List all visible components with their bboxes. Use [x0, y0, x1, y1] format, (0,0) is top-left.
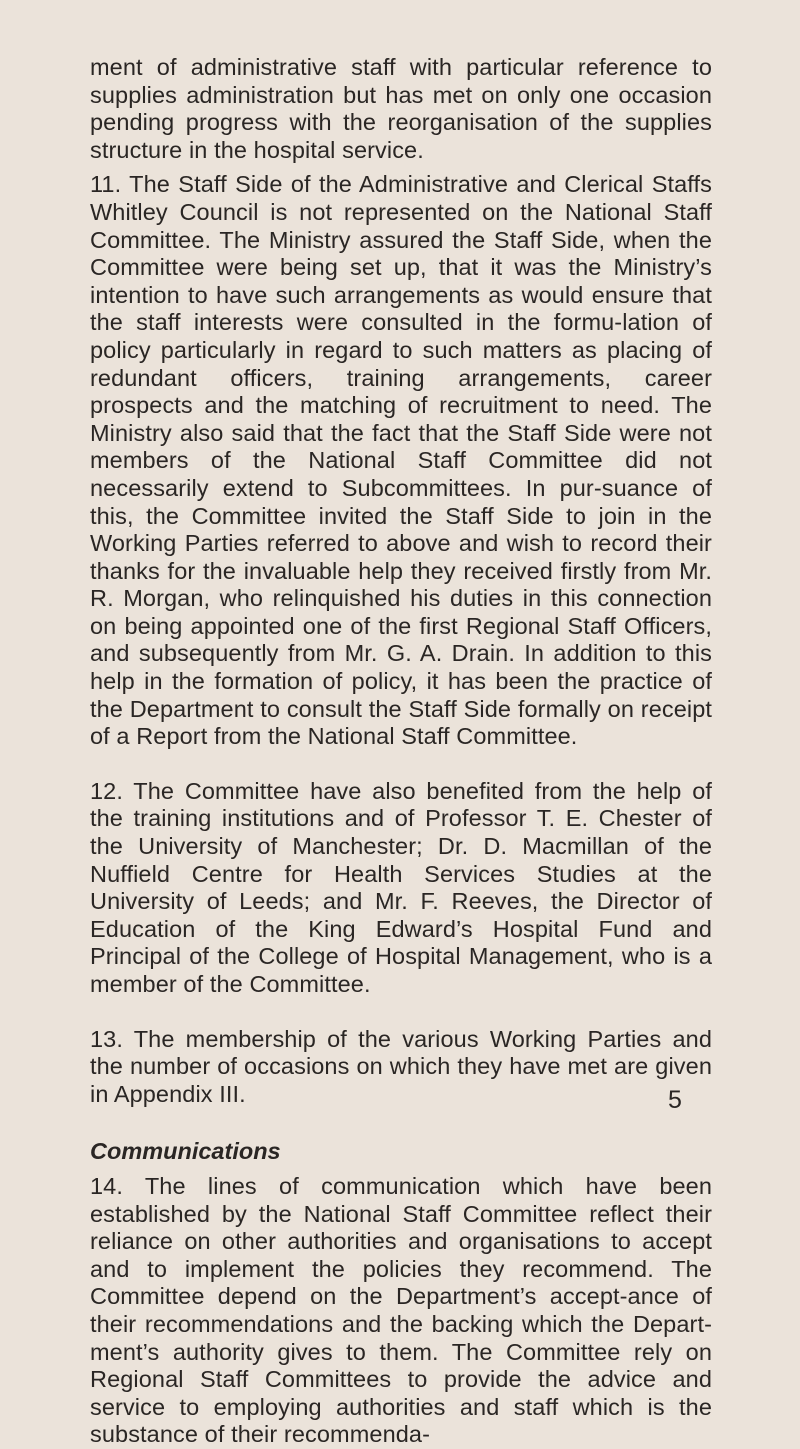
paragraph-14: 14. The lines of communication which have been established by the National Staff Committee reflect their reliance on other authorities and organisations to accept and to implement the policies they recommend. The Committee depend on the Department’s accept-ance of their recommendations and the backing which the Depart-ment’s authority gives to them. The Committee rely on Regional Staff Committees to provide the advice and service to employing authorities and staff which is the substance of their recommenda- [90, 1172, 712, 1448]
section-heading-communications: Communications [90, 1138, 281, 1165]
paragraph-11: 11. The Staff Side of the Administrative and Clerical Staffs Whitley Council is not represented on the National Staff Committee. The Ministry assured the Staff Side, when the Committee were being set up, that it was the Ministry’s intention to have such arrangements as would ensure that the staff interests were consulted in the formu-lation of policy particularly in regard to such matters as placing of redundant officers, training arrangements, career prospects and the matching of recruitment to need. The Ministry also said that the fact that the Staff Side were not members of the National Staff Committee did not necessarily extend to Subcommittees. In pur-suance of this, the Committee invited the Staff Side to join in the Working Parties referred to above and wish to record their thanks for the invaluable help they received firstly from Mr. R. Morgan, who relinquished his duties in this connection on being appointed one of the first Regional Staff Officers, and subsequently from Mr. G. A. Drain. In addition to this help in the formation of policy, it has been the practice of the Department to consult the Staff Side formally on receipt of a Report from the National Staff Committee. [90, 171, 712, 750]
paragraph-12: 12. The Committee have also benefited from the help of the training institutions and of Professor T. E. Chester of the University of Manchester; Dr. D. Macmillan of the Nuffield Centre for Health Services Studies at the University of Leeds; and Mr. F. Reeves, the Director of Education of the King Edward’s Hospital Fund and Principal of the College of Hospital Management, who is a member of the Committee. [90, 777, 712, 997]
document-page [90, 54, 712, 1449]
page-number: 5 [668, 1086, 682, 1114]
paragraph-13: 13. The membership of the various Working Parties and the number of occasions on which they have met are given in Appendix III. [90, 1025, 712, 1107]
paragraph-continuation: ment of administrative staff with particular reference to supplies administration but has met on only one occasion pending progress with the reorganisation of the supplies structure in the hospital service. [90, 54, 712, 163]
